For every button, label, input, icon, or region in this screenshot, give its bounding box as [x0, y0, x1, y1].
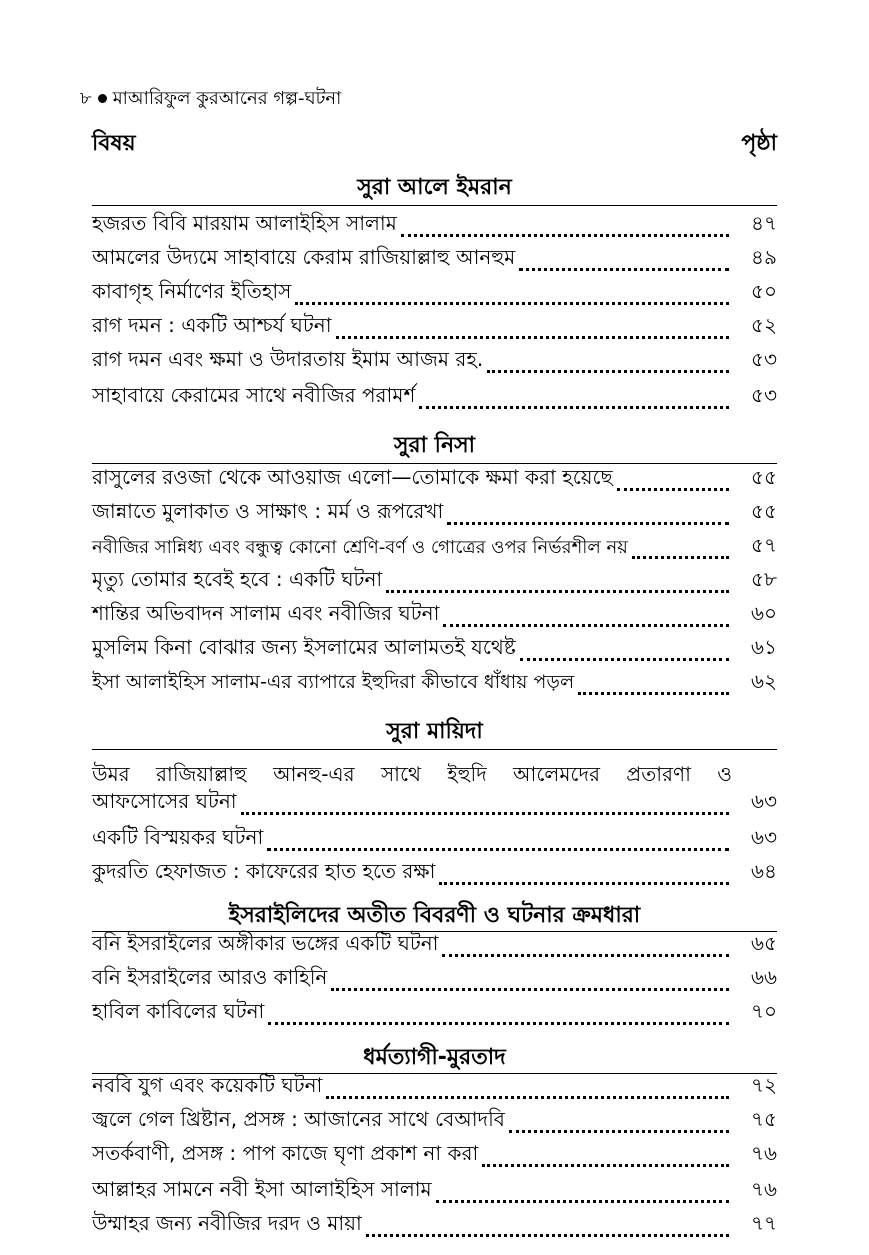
entry-page: ৬২: [750, 669, 777, 693]
toc-entry[interactable]: [92, 932, 777, 962]
toc-entry[interactable]: [92, 500, 777, 530]
toc-entry[interactable]: [92, 1142, 777, 1172]
dot-leader: [326, 1088, 729, 1099]
dot-leader: [443, 616, 729, 627]
toc-entry[interactable]: [92, 534, 777, 564]
toc-entry[interactable]: [92, 1178, 777, 1208]
entry-page: ৪৯: [751, 245, 777, 269]
page-number: ৮: [80, 88, 92, 109]
toc-entry[interactable]: [92, 280, 777, 310]
entry-page: ৫৩: [751, 383, 777, 407]
entry-page: ৫৫: [751, 465, 777, 489]
toc-entry[interactable]: [92, 466, 777, 496]
entry-page: ৭৬: [750, 1177, 777, 1201]
entry-page: ৬১: [751, 635, 777, 659]
column-header-page: পৃষ্ঠা: [741, 131, 777, 156]
entry-title: জ্বলে গেল খ্রিষ্টান, প্রসঙ্গ : আজানের সাথে বেআদবি: [92, 1107, 505, 1131]
dot-leader: [617, 480, 729, 491]
toc-entry[interactable]: [92, 826, 777, 856]
entry-page: ৭০: [750, 999, 777, 1023]
entry-page: ৬০: [750, 601, 777, 625]
dot-leader: [268, 1014, 729, 1025]
dot-leader: [578, 684, 729, 695]
entry-title: রাসুলের রওজা থেকে আওয়াজ এলো—তোমাকে ক্ষমা করা হয়েছে: [92, 465, 613, 489]
dot-leader: [295, 294, 729, 305]
dot-leader: [267, 840, 729, 851]
book-title: মাআরিফুল কুরআনের গল্প-ঘটনা: [112, 88, 342, 109]
section-rule: [92, 749, 777, 750]
toc-entry[interactable]: [92, 670, 777, 700]
entry-page: ৭৭: [750, 1211, 777, 1235]
entry-page: ৬৩: [750, 789, 777, 813]
toc-entry[interactable]: [92, 348, 777, 378]
dot-leader: [366, 1226, 729, 1237]
entry-title: বনি ইসরাইলের অঙ্গীকার ভঙ্গের একটি ঘটনা: [92, 931, 439, 955]
dot-leader: [487, 362, 729, 373]
column-header-subject: বিষয়: [92, 131, 136, 156]
section-title: ইসরাইলিদের অতীত বিবরণী ও ঘটনার ক্রমধারা: [228, 903, 641, 928]
section-title: ধর্মত্যাগী-মুরতাদ: [363, 1045, 506, 1070]
bullet-icon: [98, 94, 107, 103]
section-title: সুরা আলে ইমরান: [357, 175, 512, 200]
entry-title: রাগ দমন এবং ক্ষমা ও উদারতায় ইমাম আজম রহ.: [92, 347, 484, 371]
dot-leader: [439, 874, 729, 885]
entry-page: ৫৭: [751, 533, 777, 557]
entry-title: সতর্কবাণী, প্রসঙ্গ : পাপ কাজে ঘৃণা প্রকাশ না করা: [92, 1141, 479, 1165]
toc-entry[interactable]: [92, 602, 777, 632]
running-head: [80, 84, 341, 115]
entry-page: ৬৩: [750, 825, 777, 849]
dot-leader: [442, 946, 729, 957]
toc-entry[interactable]: [92, 966, 777, 996]
entry-title: সাহাবায়ে কেরামের সাথে নবীজির পরামর্শ: [92, 383, 416, 407]
toc-entry[interactable]: [92, 636, 777, 666]
toc-entry[interactable]: [92, 212, 777, 242]
entry-title: রাগ দমন : একটি আশ্চর্য ঘটনা: [92, 313, 332, 337]
entry-title: শান্তির অভিবাদন সালাম এবং নবীজির ঘটনা: [92, 601, 440, 625]
entry-title: আফসোসের ঘটনা: [92, 789, 237, 813]
entry-title: মুসলিম কিনা বোঝার জন্য ইসলামের আলামতই যথেষ্ট: [92, 635, 516, 659]
entry-title: নববি যুগ এবং কয়েকটি ঘটনা: [92, 1073, 323, 1097]
dot-leader: [386, 582, 729, 593]
entry-title: হজরত বিবি মারয়াম আলাইহিস সালাম: [92, 211, 397, 235]
dot-leader: [520, 650, 729, 661]
entry-title: আল্লাহর সামনে নবী ইসা আলাইহিস সালাম: [92, 1177, 432, 1201]
section-title: সুরা মায়িদা: [386, 719, 483, 744]
dot-leader: [447, 514, 729, 525]
entry-title: মৃত্যু তোমার হবেই হবে : একটি ঘটনা: [92, 567, 383, 591]
entry-page: ৭৫: [751, 1107, 777, 1131]
dot-leader: [482, 1156, 729, 1167]
entry-title: ইসা আলাইহিস সালাম-এর ব্যাপারে ইহুদিরা কীভাবে ধাঁধায় পড়ল: [92, 671, 575, 693]
dot-leader: [632, 548, 729, 559]
dot-leader: [241, 804, 729, 815]
toc-entry[interactable]: [92, 1212, 777, 1242]
toc-entry[interactable]: [92, 314, 777, 344]
entry-page: ৫৩: [751, 347, 777, 371]
entry-title: আমলের উদ্যমে সাহাবায়ে কেরাম রাজিয়াল্লাহু আনহুম: [92, 245, 516, 269]
dot-leader: [336, 328, 729, 339]
dot-leader: [519, 260, 729, 271]
entry-title: কাবাগৃহ নির্মাণের ইতিহাস: [92, 279, 292, 303]
entry-page: ৬৪: [751, 859, 777, 883]
toc-entry[interactable]: [92, 790, 777, 820]
entry-page: ৪৭: [751, 211, 777, 235]
dot-leader: [419, 398, 729, 409]
entry-title-line1: উমর রাজিয়াল্লাহু আনহু-এর সাথে ইহুদি আলেমদের প্রতারণা ও: [92, 762, 732, 786]
entry-title: উম্মাহর জন্য নবীজির দরদ ও মায়া: [92, 1211, 362, 1235]
dot-leader: [401, 226, 729, 237]
entry-page: ৭৬: [750, 1141, 777, 1165]
toc-entry[interactable]: [92, 1074, 777, 1104]
toc-entry[interactable]: [92, 568, 777, 598]
entry-title: হাবিল কাবিলের ঘটনা: [92, 999, 265, 1023]
toc-entry[interactable]: [92, 1000, 777, 1030]
dot-leader: [436, 1192, 729, 1203]
entry-title: একটি বিস্ময়কর ঘটনা: [92, 825, 264, 849]
toc-entry[interactable]: [92, 384, 777, 414]
dot-leader: [331, 980, 729, 991]
entry-title: বনি ইসরাইলের আরও কাহিনি: [92, 965, 328, 989]
entry-page: ৫২: [751, 313, 777, 337]
entry-title: কুদরতি হেফাজত : কাফেরের হাত হতে রক্ষা: [92, 859, 436, 883]
entry-page: ৬৬: [750, 965, 777, 989]
entry-page: ৫০: [751, 279, 777, 303]
entry-title: নবীজির সান্নিধ্য এবং বন্ধুত্ব কোনো শ্রেণি-বর্ণ ও গোত্রের ওপর নির্ভরশীল নয়: [92, 537, 628, 558]
entry-page: ৭২: [750, 1073, 777, 1097]
toc-entry[interactable]: [92, 860, 777, 890]
section-rule: [92, 205, 777, 206]
toc-entry[interactable]: [92, 246, 777, 276]
entry-title: জান্নাতে মুলাকাত ও সাক্ষাৎ : মর্ম ও রূপরেখা: [92, 499, 444, 523]
dot-leader: [509, 1122, 729, 1133]
section-title: সুরা নিসা: [393, 433, 475, 458]
entry-page: ৬৫: [751, 931, 777, 955]
entry-page: ৫৫: [751, 499, 777, 523]
toc-entry[interactable]: [92, 1108, 777, 1138]
entry-page: ৫৮: [751, 567, 777, 591]
